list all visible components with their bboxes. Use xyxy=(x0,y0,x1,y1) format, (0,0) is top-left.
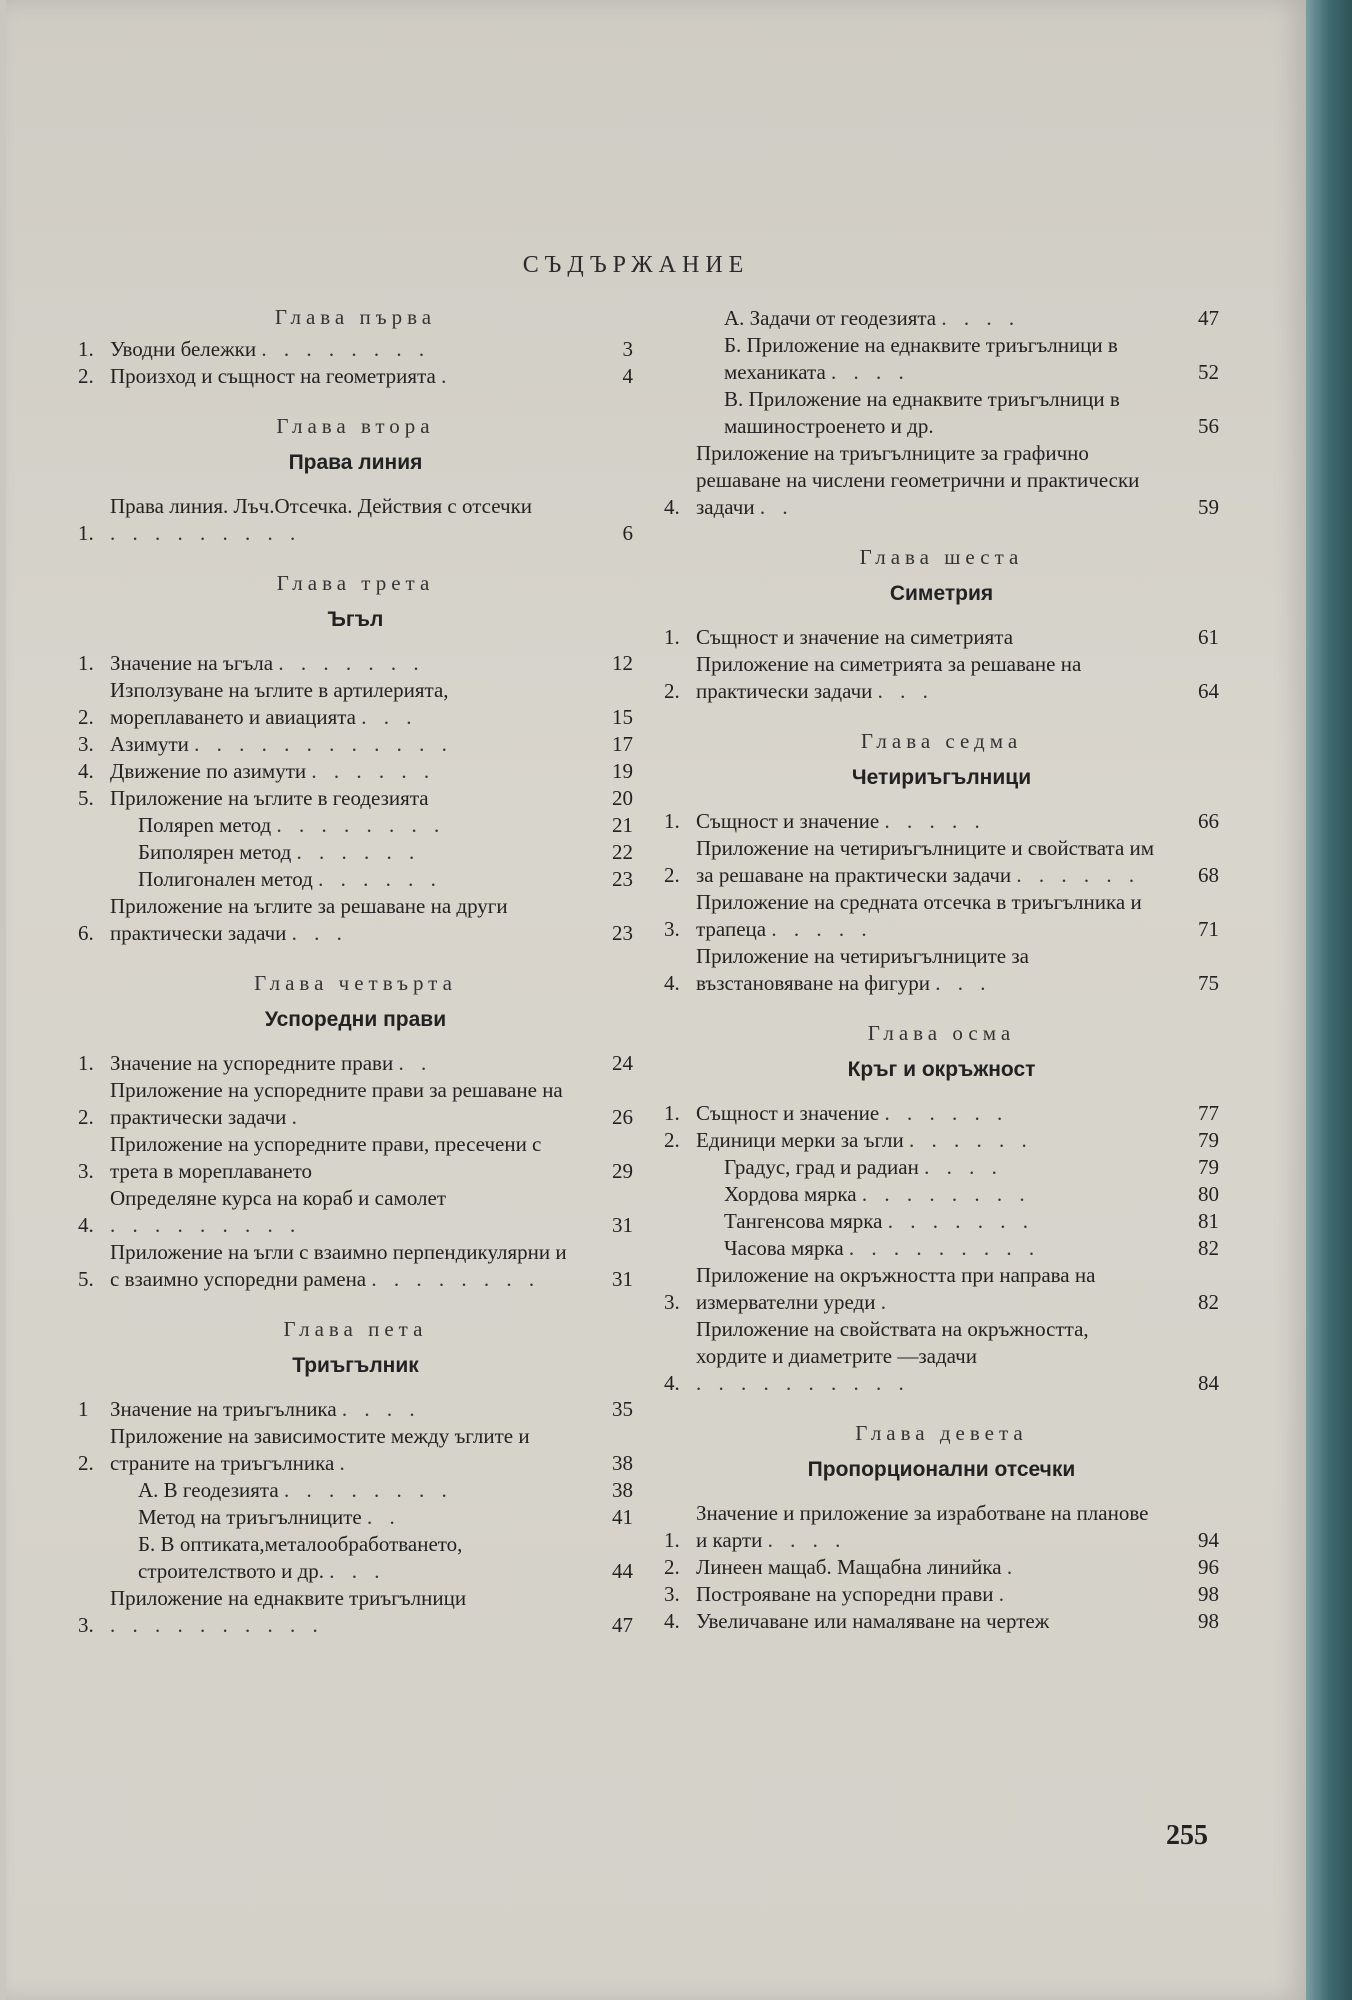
chapter-label: Глава първа xyxy=(274,305,437,329)
toc-entry xyxy=(78,1504,633,1531)
entry-title-text: Б. Приложение на еднаквите триъгълници в механиката xyxy=(724,333,1118,384)
entry-title-text: Хордова мярка xyxy=(724,1182,857,1206)
entry-leader-dots: . . . xyxy=(291,921,348,945)
entry-title-text: Приложение на успоредните прави за решаване на практически задачи xyxy=(110,1078,563,1129)
toc-entry xyxy=(664,808,1219,835)
toc-entry xyxy=(78,1531,633,1585)
toc-entry xyxy=(664,943,1219,997)
toc-entry xyxy=(78,731,633,758)
entry-leader-dots: . . xyxy=(398,1051,433,1075)
entry-title xyxy=(110,1077,577,1131)
entry-title-text: Приложение на еднаквите триъгълници xyxy=(110,1586,467,1610)
toc-entry xyxy=(78,866,633,893)
entry-page: 61 xyxy=(1198,625,1219,649)
entry-number: 1. xyxy=(78,337,94,361)
entry-page: 98 xyxy=(1198,1609,1219,1633)
entry-number: 2. xyxy=(664,1555,680,1579)
entry-leader-dots: . . . xyxy=(877,679,934,703)
entry-title xyxy=(110,758,577,785)
entry-page: 3 xyxy=(622,337,633,361)
entry-leader-dots: . . . xyxy=(361,705,418,729)
toc-entry xyxy=(664,1608,1219,1635)
entry-page: 80 xyxy=(1198,1182,1219,1206)
entry-title xyxy=(696,1581,1163,1608)
entry-number: 1. xyxy=(78,1051,94,1075)
entry-leader-dots: . . . xyxy=(935,971,992,995)
entry-page: 96 xyxy=(1198,1555,1219,1579)
entry-title xyxy=(696,332,1163,386)
entry-leader-dots: . . . . xyxy=(924,1155,1003,1179)
entry-title-text: Поляреn метод xyxy=(138,813,272,837)
entry-page: 31 xyxy=(612,1267,633,1291)
entry-title xyxy=(110,1531,577,1585)
entry-page: 12 xyxy=(612,651,633,675)
entry-title-text: Същност и значение на симетрията xyxy=(696,625,1014,649)
entry-number: 2. xyxy=(664,863,680,887)
entry-title-text: Значение и приложение за изработване на планове и карти xyxy=(696,1501,1149,1552)
entry-title-text: Градус, град и радиан xyxy=(724,1155,919,1179)
entry-title xyxy=(110,839,577,866)
entry-leader-dots: . xyxy=(339,1451,351,1475)
entry-title xyxy=(110,1050,577,1077)
entry-title-text: Б. В оптиката,металообработването, строителството и др. xyxy=(138,1532,463,1583)
entry-title-text: Приложение на свойствата на окръжността, хордите и диаметрите —задачи xyxy=(696,1317,1089,1368)
entry-title xyxy=(696,1235,1163,1262)
entry-title-text: Приложение на четириъгълниците за възстановяване на фигури xyxy=(696,944,1029,995)
entry-number: 2. xyxy=(78,364,94,388)
entry-title-text: Права линия. Лъч.Отсечка. Действия с отсечки xyxy=(110,494,533,518)
entry-number: 1. xyxy=(664,625,680,649)
entry-leader-dots: . . . . . . . xyxy=(887,1209,1034,1233)
entry-leader-dots: . . . . . . xyxy=(318,867,442,891)
entry-number: 2. xyxy=(664,1128,680,1152)
chapter-heading: Четириъгълници xyxy=(851,766,1032,789)
entry-number: 3. xyxy=(78,1159,94,1183)
entry-number: 4. xyxy=(664,1609,680,1633)
book-cover-edge xyxy=(1306,0,1352,2000)
chapter-heading: Кръг и окръжност xyxy=(847,1058,1036,1081)
entry-title xyxy=(110,866,577,893)
entry-title-text: Азимути xyxy=(110,732,189,756)
entry-title-text: Приложение на четириъгълниците и свойствата им за решаване на практически задачи xyxy=(696,836,1155,887)
entry-title-text: Използуване на ъглите в артилерията, мореплаването и авиацията xyxy=(110,678,449,729)
entry-number: 2. xyxy=(78,1105,94,1129)
entry-page: 98 xyxy=(1198,1582,1219,1606)
entry-title-text: Приложение на средната отсечка в триъгълника и трапеца xyxy=(696,890,1142,941)
entry-title xyxy=(696,1208,1163,1235)
entry-leader-dots: . xyxy=(291,1105,303,1129)
entry-number: 1. xyxy=(78,651,94,675)
chapter-label: Глава осма xyxy=(867,1021,1016,1045)
toc-entry xyxy=(664,889,1219,943)
toc-entry xyxy=(78,893,633,947)
entry-number: 3. xyxy=(664,917,680,941)
entry-page: 4 xyxy=(622,364,633,388)
entry-number: 2. xyxy=(78,705,94,729)
toc-entry xyxy=(78,1131,633,1185)
toc-entry xyxy=(664,1100,1219,1127)
entry-title xyxy=(696,1154,1163,1181)
toc-entry xyxy=(664,305,1219,332)
toc-entry xyxy=(664,440,1219,521)
entry-number: 1 xyxy=(78,1397,89,1421)
entry-leader-dots: . . . . . xyxy=(884,809,986,833)
toc-entry xyxy=(78,1423,633,1477)
entry-title xyxy=(110,1423,577,1477)
entry-title xyxy=(110,363,577,390)
toc-entry xyxy=(78,1239,633,1293)
entry-title-text: Полигонален метод xyxy=(138,867,313,891)
entry-title xyxy=(696,889,1163,943)
entry-page: 77 xyxy=(1198,1101,1219,1125)
chapter-label: Глава втора xyxy=(276,414,435,438)
entry-title-text: Приложение на успоредните прави, пресечени с трета в мореплаването xyxy=(110,1132,542,1183)
entry-page: 29 xyxy=(612,1159,633,1183)
entry-title xyxy=(696,1262,1163,1316)
entry-number: 3. xyxy=(78,732,94,756)
entry-leader-dots: . . . . . . . . . . xyxy=(110,1613,324,1637)
toc-entry xyxy=(78,650,633,677)
entry-title xyxy=(696,835,1163,889)
entry-number: 1. xyxy=(664,809,680,833)
entry-title xyxy=(696,1554,1163,1581)
entry-title xyxy=(110,731,577,758)
entry-title-text: Построяване на успоредни прави xyxy=(696,1582,994,1606)
entry-page: 79 xyxy=(1198,1128,1219,1152)
entry-title-text: Приложение на триъгълниците за графично решаване на числени геометрични и практически задачи xyxy=(696,441,1140,519)
entry-number: 5. xyxy=(78,786,94,810)
toc-entry xyxy=(78,758,633,785)
entry-leader-dots: . . . . . . xyxy=(909,1128,1033,1152)
toc-entry xyxy=(664,1262,1219,1316)
entry-leader-dots: . . . . . . . xyxy=(278,651,425,675)
entry-title xyxy=(110,785,577,812)
entry-title-text: Уводни бележки xyxy=(110,337,257,361)
entry-page: 6 xyxy=(622,521,633,545)
entry-page: 20 xyxy=(612,786,633,810)
entry-title xyxy=(696,1500,1163,1554)
entry-page: 47 xyxy=(612,1613,633,1637)
entry-number: 4. xyxy=(664,1371,680,1395)
entry-page: 68 xyxy=(1198,863,1219,887)
toc-entry xyxy=(78,1050,633,1077)
entry-leader-dots: . . . . . . . . xyxy=(261,337,431,361)
entry-title xyxy=(110,812,577,839)
entry-title-text: А. Задачи от геодезията xyxy=(724,306,937,330)
entry-page: 66 xyxy=(1198,809,1219,833)
entry-title xyxy=(696,651,1163,705)
entry-leader-dots: . . xyxy=(759,495,794,519)
toc-entry xyxy=(78,493,633,547)
entry-page: 41 xyxy=(612,1505,633,1529)
entry-title-text: Единици мерки за ъгли xyxy=(696,1128,904,1152)
entry-title-text: Значение на ъгъла xyxy=(110,651,274,675)
entry-title xyxy=(696,1316,1163,1397)
entry-title xyxy=(110,493,577,547)
entry-title xyxy=(696,305,1163,332)
entry-number: 1. xyxy=(78,521,94,545)
entry-title xyxy=(110,1396,577,1423)
entry-number: 4. xyxy=(78,1213,94,1237)
toc-entry xyxy=(664,1154,1219,1181)
entry-title xyxy=(696,808,1163,835)
entry-number: 4. xyxy=(664,495,680,519)
toc-entry xyxy=(78,1396,633,1423)
entry-page: 56 xyxy=(1198,414,1219,438)
entry-leader-dots: . . . . . . xyxy=(1016,863,1141,887)
chapter-label: Глава девета xyxy=(855,1421,1028,1445)
entry-page: 24 xyxy=(612,1051,633,1075)
entry-number: 6. xyxy=(78,921,94,945)
entry-page: 82 xyxy=(1198,1290,1219,1314)
entry-title xyxy=(696,624,1163,651)
entry-title-text: Приложение на симетрията за решаване на практически задачи xyxy=(696,652,1082,703)
entry-leader-dots: . . . . . . . . xyxy=(371,1267,541,1291)
entry-leader-dots: . . . . xyxy=(341,1397,421,1421)
entry-title-text: Определяне курса на кораб и самолет xyxy=(110,1186,447,1210)
chapter-label: Глава шеста xyxy=(859,545,1024,569)
entry-title-text: Тангенсова мярка xyxy=(724,1209,883,1233)
toc-entry xyxy=(664,835,1219,889)
toc-entry xyxy=(664,332,1219,386)
entry-number: 1. xyxy=(664,1101,680,1125)
entry-title-text: Приложение на ъгли с взаимно перпендикулярни и с взаимно успоредни рамена xyxy=(110,1240,567,1291)
entry-leader-dots: . xyxy=(998,1582,1011,1606)
entry-leader-dots: . . . . . . xyxy=(884,1101,1009,1125)
book-page xyxy=(6,0,1308,2000)
chapter-label: Глава трета xyxy=(276,571,435,595)
entry-title xyxy=(696,386,1163,440)
toc-entry xyxy=(78,1185,633,1239)
toc-entry xyxy=(78,1585,633,1639)
entry-number: 5. xyxy=(78,1267,94,1291)
chapter-heading: Симетрия xyxy=(889,582,994,605)
chapter-label: Глава седма xyxy=(860,729,1023,753)
entry-leader-dots: . . . . . xyxy=(771,917,873,941)
toc-entry xyxy=(664,1500,1219,1554)
entry-page: 38 xyxy=(612,1478,633,1502)
entry-leader-dots: . . . . . . . . . xyxy=(110,1213,302,1237)
entry-number: 4. xyxy=(664,971,680,995)
entry-page: 71 xyxy=(1198,917,1219,941)
entry-page: 52 xyxy=(1198,360,1219,384)
entry-title-text: Биполярен метод xyxy=(138,840,292,864)
chapter-label: Глава пета xyxy=(283,1317,428,1341)
entry-leader-dots: . . . . . . . . xyxy=(283,1478,453,1502)
entry-title xyxy=(696,440,1163,521)
entry-page: 82 xyxy=(1198,1236,1219,1260)
entry-title-text: Значение на успоредните прави xyxy=(110,1051,394,1075)
toc-entry xyxy=(78,336,633,363)
entry-number: 2. xyxy=(664,679,680,703)
entry-page: 84 xyxy=(1198,1371,1219,1395)
entry-leader-dots: . . . . . . . . . xyxy=(848,1236,1041,1260)
entry-title-text: В. Приложение на еднаквите триъгълници в машиностроенето и др. xyxy=(724,387,1120,438)
entry-number: 2. xyxy=(78,1451,94,1475)
toc-entry xyxy=(78,839,633,866)
entry-leader-dots: . xyxy=(1006,1555,1019,1579)
toc-entry xyxy=(78,812,633,839)
entry-number: 1. xyxy=(664,1528,680,1552)
page-number: 255 xyxy=(1166,1820,1208,1851)
entry-page: 94 xyxy=(1198,1528,1219,1552)
entry-leader-dots: . . . . xyxy=(767,1528,847,1552)
entry-title xyxy=(696,943,1163,997)
entry-leader-dots: . . . . . . . . xyxy=(861,1182,1031,1206)
entry-title-text: Същност и значение xyxy=(696,1101,880,1125)
entry-page: 81 xyxy=(1198,1209,1219,1233)
entry-title xyxy=(110,1585,577,1639)
entry-leader-dots: . xyxy=(441,364,453,388)
entry-leader-dots: . . . . xyxy=(941,306,1021,330)
toc-entry xyxy=(664,1235,1219,1262)
entry-page: 15 xyxy=(612,705,633,729)
entry-title-text: А. В геодезията xyxy=(138,1478,279,1502)
entry-leader-dots: . . . . . . xyxy=(311,759,436,783)
entry-title xyxy=(110,650,577,677)
toc-left-column xyxy=(78,305,633,1639)
entry-page: 35 xyxy=(612,1397,633,1421)
toc-entry xyxy=(78,785,633,812)
entry-page: 38 xyxy=(612,1451,633,1475)
entry-page: 64 xyxy=(1198,679,1219,703)
entry-page: 79 xyxy=(1198,1155,1219,1179)
toc-right-column xyxy=(664,305,1219,1635)
entry-title xyxy=(696,1181,1163,1208)
chapter-heading: Ъгъл xyxy=(327,608,384,631)
toc-entry xyxy=(664,1127,1219,1154)
entry-title xyxy=(696,1127,1163,1154)
entry-title xyxy=(110,893,577,947)
entry-title-text: Приложение на ъглите в геодезията xyxy=(110,786,429,810)
chapter-heading: Пропорционални отсечки xyxy=(807,1458,1076,1481)
entry-page: 23 xyxy=(612,921,633,945)
entry-leader-dots: . . . . . . . . . . xyxy=(696,1371,910,1395)
toc-entry xyxy=(78,363,633,390)
toc-entry xyxy=(78,1077,633,1131)
entry-title xyxy=(110,1504,577,1531)
entry-title-text: Приложение на ъглите за решаване на други практически задачи xyxy=(110,894,508,945)
toc-entry xyxy=(664,1316,1219,1397)
entry-title xyxy=(110,677,577,731)
entry-number: 3. xyxy=(664,1582,680,1606)
entry-title-text: Произход и същност на геометрията xyxy=(110,364,436,388)
entry-page: 17 xyxy=(612,732,633,756)
entry-leader-dots: . . . . . . . . . . . . xyxy=(194,732,453,756)
entry-number: 4. xyxy=(78,759,94,783)
contents-title: СЪДЪРЖАНИЕ xyxy=(522,252,750,278)
toc-entry xyxy=(664,1181,1219,1208)
entry-page: 59 xyxy=(1198,495,1219,519)
entry-title-text: Линеен мащаб. Мащабна линийка xyxy=(696,1555,1002,1579)
entry-title xyxy=(110,336,577,363)
entry-leader-dots: . . . . . . . . xyxy=(276,813,446,837)
entry-title xyxy=(110,1239,577,1293)
toc-entry xyxy=(664,1554,1219,1581)
entry-page: 31 xyxy=(612,1213,633,1237)
entry-title xyxy=(110,1131,577,1185)
entry-leader-dots: . xyxy=(880,1290,892,1314)
entry-page: 22 xyxy=(612,840,633,864)
entry-leader-dots: . . . . xyxy=(831,360,910,384)
entry-title-text: Движение по азимути xyxy=(110,759,307,783)
entry-title-text: Значение на триъгълника xyxy=(110,1397,337,1421)
toc-entry xyxy=(664,1581,1219,1608)
entry-page: 23 xyxy=(612,867,633,891)
entry-title xyxy=(696,1100,1163,1127)
entry-title-text: Приложение на зависимостите между ъглите и страните на триъгълника xyxy=(110,1424,530,1475)
entry-title-text: Метод на триъгълниците xyxy=(138,1505,362,1529)
entry-leader-dots: . . . . . . xyxy=(296,840,421,864)
chapter-heading: Права линия xyxy=(288,451,423,474)
entry-number: 3. xyxy=(664,1290,680,1314)
entry-title-text: Приложение на окръжността при направа на измервателни уреди xyxy=(696,1263,1096,1314)
chapter-label: Глава четвърта xyxy=(254,971,457,995)
entry-title xyxy=(696,1608,1163,1635)
toc-entry xyxy=(78,677,633,731)
entry-title-text: Увеличаване или намаляване на чертеж xyxy=(696,1609,1050,1633)
entry-page: 75 xyxy=(1198,971,1219,995)
entry-page: 26 xyxy=(612,1105,633,1129)
entry-page: 44 xyxy=(612,1559,633,1583)
entry-number: 3. xyxy=(78,1613,94,1637)
entry-leader-dots: . . . xyxy=(329,1559,386,1583)
entry-title xyxy=(110,1477,577,1504)
entry-page: 19 xyxy=(612,759,633,783)
toc-entry xyxy=(664,1208,1219,1235)
toc-entry xyxy=(664,386,1219,440)
chapter-heading: Триъгълник xyxy=(292,1354,419,1377)
entry-leader-dots: . . . . . . . . . xyxy=(110,521,302,545)
chapter-heading: Успоредни прави xyxy=(264,1008,447,1031)
entry-title xyxy=(110,1185,577,1239)
entry-title-text: Часова мярка xyxy=(724,1236,844,1260)
toc-entry xyxy=(78,1477,633,1504)
toc-entry xyxy=(664,651,1219,705)
entry-leader-dots: . . xyxy=(366,1505,401,1529)
entry-title-text: Същност и значение xyxy=(696,809,880,833)
toc-entry xyxy=(664,624,1219,651)
entry-page: 47 xyxy=(1198,306,1219,330)
entry-page: 21 xyxy=(612,813,633,837)
